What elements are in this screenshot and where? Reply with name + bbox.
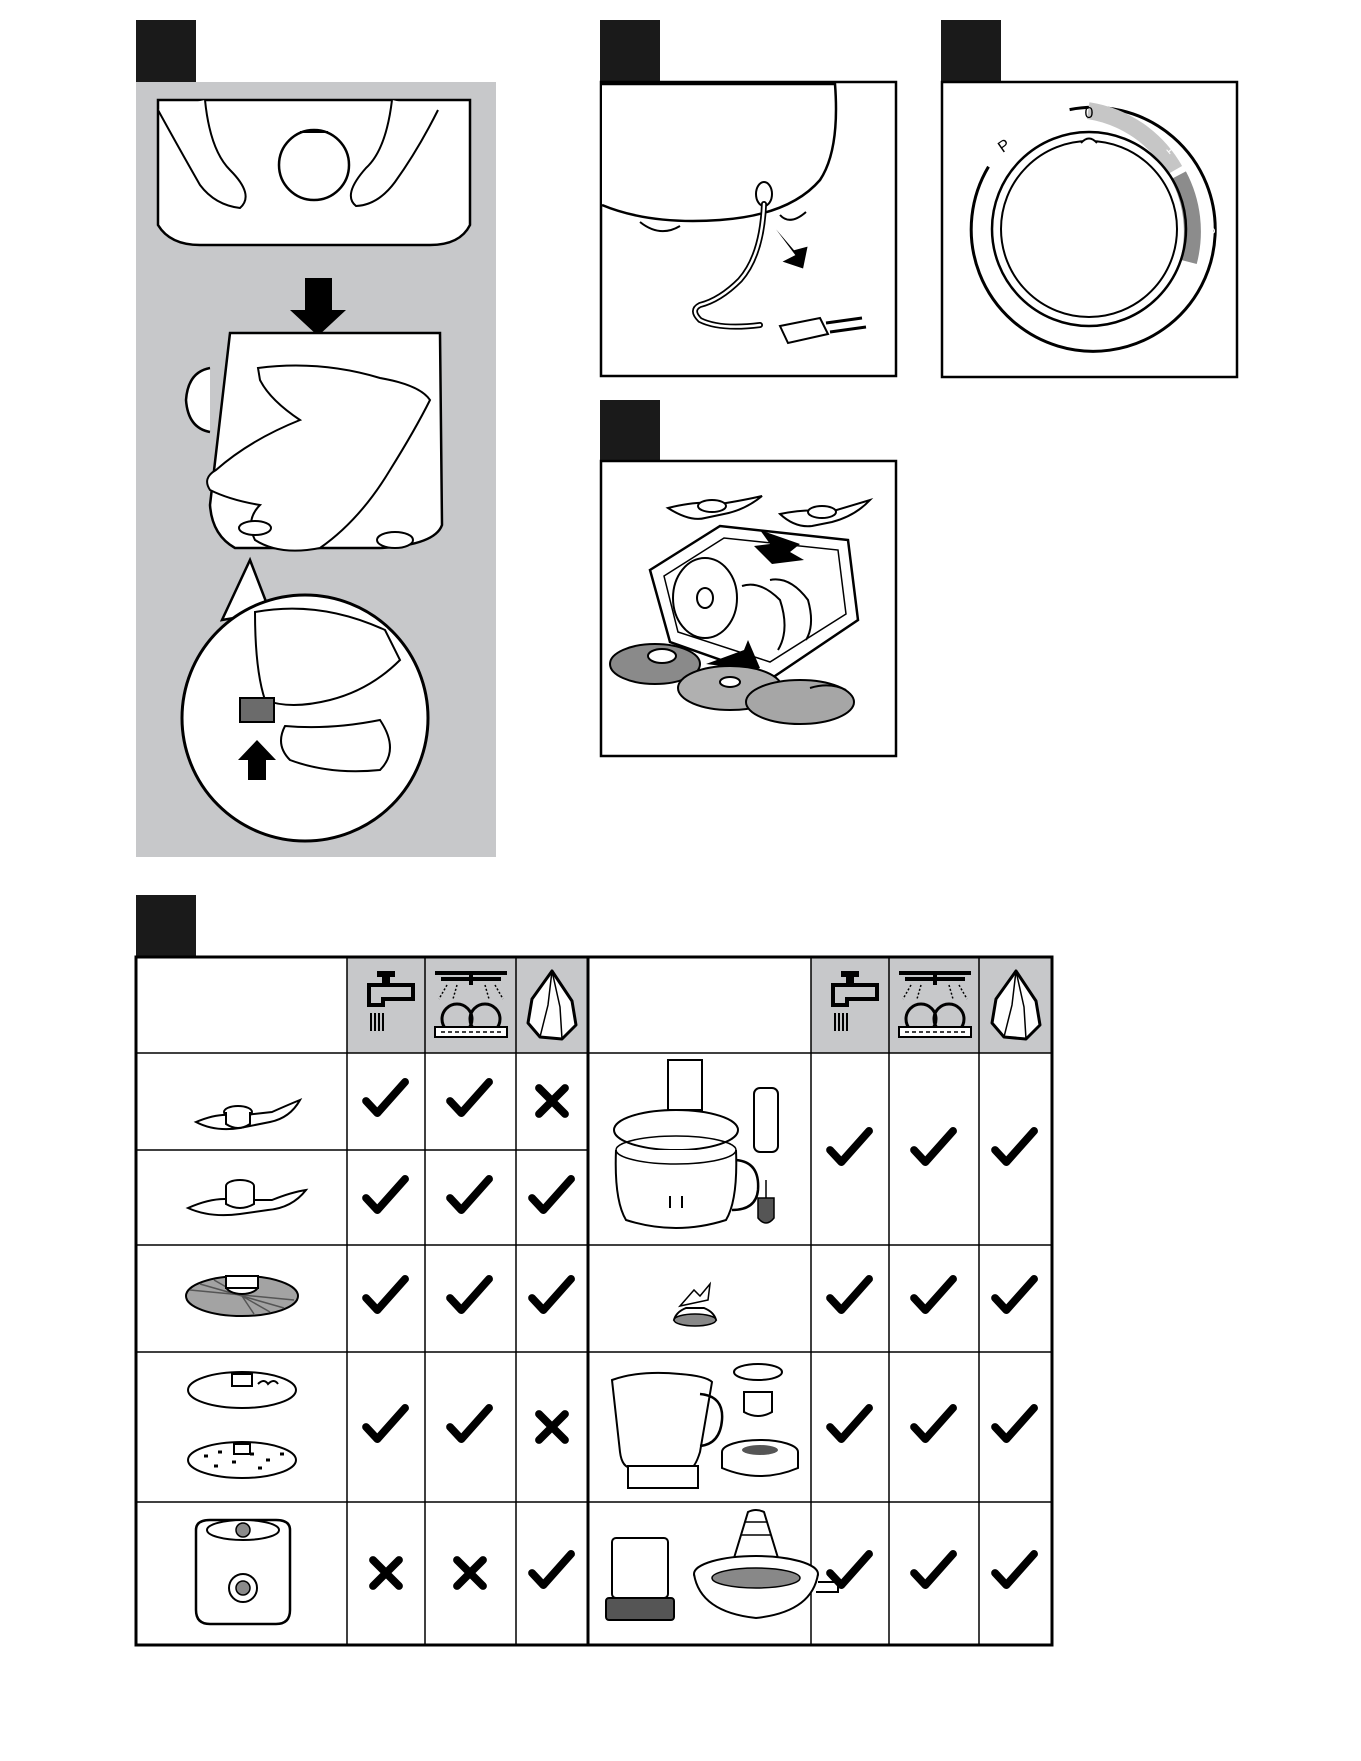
blender-blade-icon (674, 1284, 716, 1326)
step-2-label-box (600, 20, 660, 82)
cross-mark-icon (457, 1560, 483, 1586)
check-mark-icon (830, 1408, 869, 1439)
check-mark-icon (450, 1408, 489, 1439)
check-mark-icon (532, 1279, 571, 1310)
check-mark-icon (366, 1179, 405, 1210)
check-mark-icon (366, 1082, 405, 1113)
check-mark-icon (914, 1131, 953, 1162)
dial-label-speed-2: 2 (1202, 226, 1219, 237)
step-4-illustration (600, 400, 896, 756)
check-mark-icon (995, 1279, 1034, 1310)
check-mark-icon (366, 1279, 405, 1310)
check-mark-icon (995, 1408, 1034, 1439)
blunt-blade-icon (188, 1180, 306, 1215)
dial-label-off: 0 (1084, 105, 1094, 122)
motor-unit-icon (196, 1520, 290, 1624)
emulsifying-disc-icon (186, 1276, 298, 1316)
step-1-illustration (136, 20, 496, 857)
cross-mark-icon (373, 1560, 399, 1586)
check-mark-icon (450, 1179, 489, 1210)
step-3-illustration (941, 20, 1237, 377)
step-2-illustration (600, 20, 896, 376)
check-mark-icon (532, 1554, 571, 1585)
hands-lifting-base-icon (158, 100, 470, 245)
check-mark-icon (450, 1082, 489, 1113)
step-1-label-box (136, 20, 196, 82)
check-mark-icon (995, 1131, 1034, 1162)
step-5-label-box (136, 895, 196, 957)
check-mark-icon (450, 1279, 489, 1310)
check-mark-icon (914, 1554, 953, 1585)
bowl-lid-pusher-icon (614, 1060, 778, 1228)
check-mark-icon (830, 1554, 869, 1585)
slicing-grating-discs-icon (188, 1372, 296, 1478)
cross-mark-icon (539, 1088, 565, 1114)
dial-label-speed-1: 1 (1163, 141, 1180, 157)
cross-mark-icon (539, 1414, 565, 1440)
check-mark-icon (532, 1179, 571, 1210)
dial-label-pulse: P (995, 136, 1014, 157)
chopping-blade-icon (196, 1100, 300, 1129)
check-mark-icon (366, 1408, 405, 1439)
check-mark-icon (914, 1408, 953, 1439)
step-5-cleaning-table (136, 895, 1052, 1645)
check-mark-icon (830, 1131, 869, 1162)
step-4-label-box (600, 400, 660, 462)
check-mark-icon (995, 1554, 1034, 1585)
check-mark-icon (830, 1279, 869, 1310)
step-3-label-box (941, 20, 1001, 82)
check-mark-icon (914, 1279, 953, 1310)
blender-jar-icon (612, 1364, 798, 1488)
mill-citrus-press-icon (606, 1510, 838, 1620)
